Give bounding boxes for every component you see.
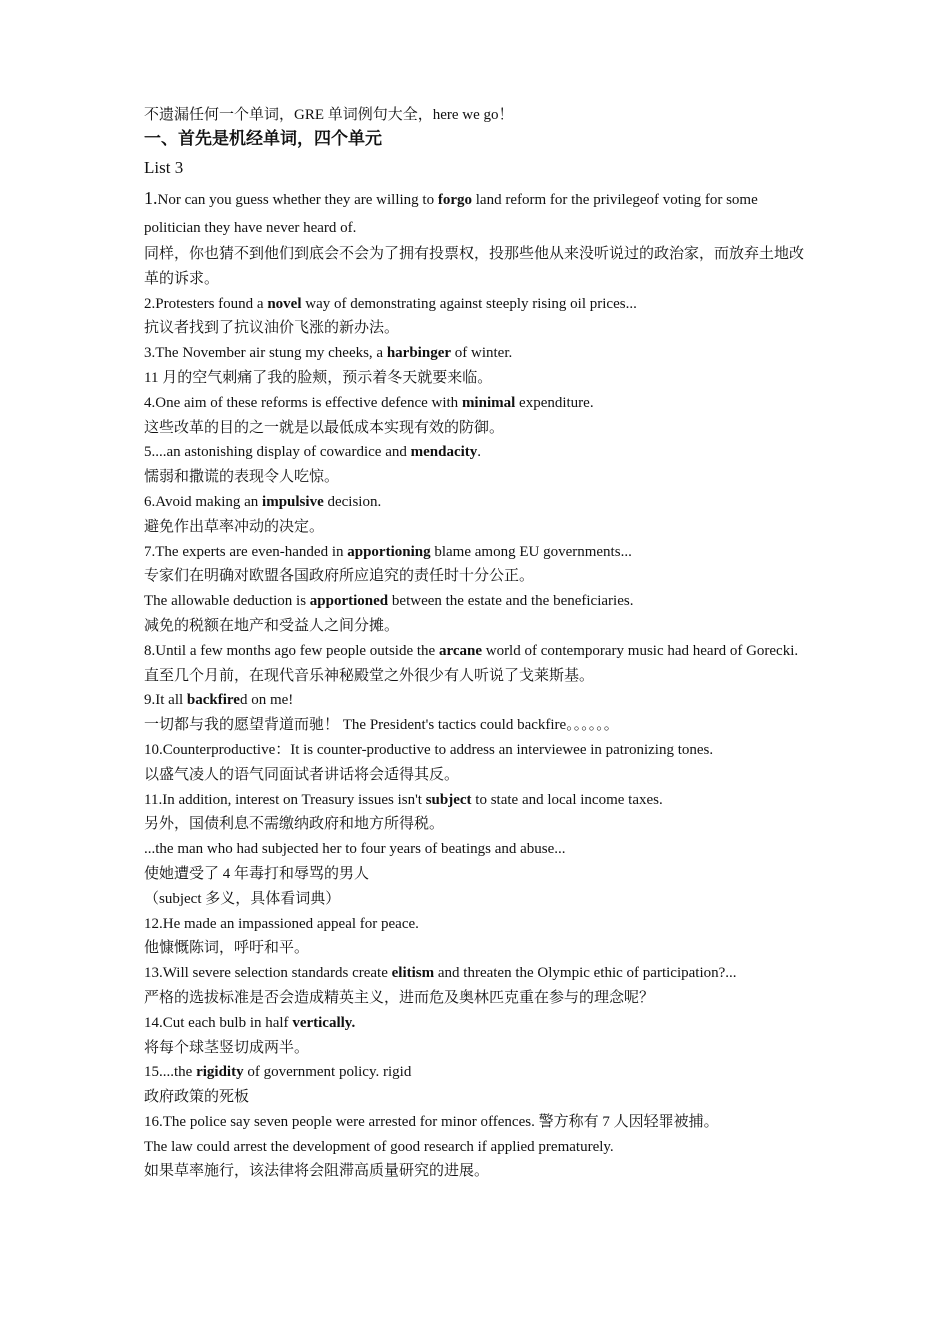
sentence-line (144, 961, 816, 986)
sentence-line (144, 1135, 816, 1160)
sentence-text: d on me! (239, 692, 294, 709)
sentence-line (144, 614, 816, 639)
sentence-line (144, 713, 816, 738)
sentence-text: 2.Protesters found a (144, 295, 268, 312)
sentence-text: 懦弱和撒谎的表现令人吃惊。 (144, 469, 340, 486)
sentence-line (144, 1036, 816, 1061)
sentence-text: 直至几个月前，在现代音乐神秘殿堂之外很少有人听说了戈莱斯基。 (144, 667, 595, 684)
sentence-text: 9.It all (144, 692, 187, 709)
sentence-text: 10.Counterproductive：It is counter-productive to address an interviewee in patronizing tones. (144, 741, 714, 758)
sentence-line (144, 887, 816, 912)
sentence-line (144, 242, 816, 292)
vocab-word: novel (267, 295, 302, 312)
sentence-text: 5....an astonishing display of cowardice and (144, 444, 411, 461)
sentence-text: 15....the (144, 1064, 197, 1081)
sentence-line (144, 564, 816, 589)
sentence-text: of government policy. rigid (243, 1064, 412, 1081)
sentence-text: . (477, 444, 482, 461)
list-title: List 3 (144, 158, 184, 177)
sentence-text: 将每个球茎竖切成两半。 (144, 1039, 310, 1056)
sentence-text: 这些改革的目的之一就是以最低成本实现有效的防御。 (144, 419, 505, 436)
sentence-line (144, 639, 816, 664)
sentence-line (144, 515, 816, 540)
sentence-line (144, 540, 816, 565)
sentence-text: ...the man who had subjected her to four years of beatings and abuse... (144, 841, 566, 858)
sentence-text: 11.In addition, interest on Treasury issues isn't (144, 791, 426, 808)
sentence-text: 12.He made an impassioned appeal for peace. (144, 915, 419, 932)
sentence-text: expenditure. (515, 394, 594, 411)
sentence-line (144, 366, 816, 391)
sentence-text: 使她遭受了 4 年毒打和辱骂的男人 (144, 865, 370, 882)
sentence-text: The allowable deduction is (144, 593, 310, 610)
sentence-line (144, 440, 816, 465)
vocab-word: arcane (438, 642, 482, 659)
sentence-text: 7.The experts are even-handed in (144, 543, 348, 560)
sentence-text: Nor can you guess whether they are willing to (157, 192, 438, 208)
sentence-line (144, 316, 816, 341)
sentence-text: 3.The November air stung my cheeks, a (144, 345, 387, 362)
sentence-text: 政府政策的死板 (144, 1089, 250, 1106)
vocab-word: elitism (391, 965, 435, 982)
vocab-word: apportioned (309, 593, 389, 610)
vocab-word: vertically. (292, 1014, 356, 1031)
vocab-word: minimal (461, 394, 516, 411)
vocab-word: subject (425, 791, 472, 808)
sentence-text: 以盛气凌人的语气同面试者讲话将会适得其反。 (144, 766, 460, 783)
sentence-text: land reform for the privilegeof voting for some politician they have never heard of. (144, 192, 758, 236)
sentence-line (144, 912, 816, 937)
sentence-line (144, 184, 816, 242)
sentence-text: and threaten the Olympic ethic of participation?... (434, 965, 737, 982)
sentence-text: 1. (144, 188, 158, 208)
sentence-text: decision. (323, 493, 382, 510)
vocab-word: harbinger (386, 345, 452, 362)
sentence-text: 他慷慨陈词，呼吁和平。 (144, 940, 310, 957)
sentence-line (144, 1110, 816, 1135)
sentence-text: 13.Will severe selection standards create (144, 965, 392, 982)
sentence-line (144, 1085, 816, 1110)
sentence-line (144, 1060, 816, 1085)
sentence-line (144, 837, 816, 862)
sentence-text: way of demonstrating against steeply rising oil prices... (301, 295, 637, 312)
sentence-text: 减免的税额在地产和受益人之间分摊。 (144, 617, 400, 634)
vocab-word: rigidity (196, 1064, 244, 1081)
vocab-word: apportioning (347, 543, 431, 560)
example-sentences (144, 184, 816, 1184)
sentence-line (144, 416, 816, 441)
sentence-text: The law could arrest the development of good research if applied prematurely. (144, 1138, 614, 1155)
vocab-word: forgo (437, 192, 472, 208)
sentence-text: blame among EU governments... (430, 543, 632, 560)
sentence-text: 8.Until a few months ago few people outside the (144, 642, 439, 659)
sentence-text: 同样，你也猜不到他们到底会不会为了拥有投票权，投那些他从来没听说过的政治家，而放弃土地改革的诉求。 (144, 246, 805, 287)
sentence-line (144, 292, 816, 317)
sentence-line (144, 862, 816, 887)
sentence-text: 11 月的空气刺痛了我的脸颊，预示着冬天就要来临。 (144, 369, 493, 386)
sentence-text: 避免作出草率冲动的决定。 (144, 518, 325, 535)
sentence-text: 4.One aim of these reforms is effective defence with (144, 394, 462, 411)
sentence-line (144, 986, 816, 1011)
sentence-text: between the estate and the beneficiaries. (388, 593, 634, 610)
sentence-line (144, 812, 816, 837)
sentence-text: 严格的选拔标准是否会造成精英主义，进而危及奥林匹克重在参与的理念呢？ (144, 989, 655, 1006)
sentence-line (144, 788, 816, 813)
sentence-line (144, 738, 816, 763)
sentence-text: （subject 多义，具体看词典） (144, 890, 341, 907)
sentence-text: of winter. (451, 345, 513, 362)
vocab-word: mendacity (410, 444, 478, 461)
sentence-text: 另外，国债利息不需缴纳政府和地方所得税。 (144, 816, 445, 833)
sentence-line (144, 1159, 816, 1184)
sentence-text: 16.The police say seven people were arrested for minor offences. 警方称有 7 人因轻罪被捕。 (144, 1113, 719, 1130)
sentence-line (144, 664, 816, 689)
sentence-line (144, 688, 816, 713)
sentence-line (144, 465, 816, 490)
sentence-line (144, 936, 816, 961)
sentence-line (144, 589, 816, 614)
vocab-word: impulsive (262, 493, 324, 510)
sentence-text: 抗议者找到了抗议油价飞涨的新办法。 (144, 320, 400, 337)
vocab-word: backfire (186, 692, 240, 709)
intro-line: 不遗漏任何一个单词，GRE 单词例句大全，here we go！ (144, 107, 514, 123)
sentence-text: 如果草率施行，该法律将会阻滞高质量研究的进展。 (144, 1163, 490, 1180)
document-content (144, 104, 816, 1184)
sentence-line (144, 341, 816, 366)
sentence-text: world of contemporary music had heard of Gorecki. (481, 642, 799, 659)
section-heading: 一、首先是机经单词，四个单元 (144, 129, 382, 148)
sentence-line (144, 1011, 816, 1036)
sentence-text: 一切都与我的愿望背道而驰！ The President's tactics could backfire。。。。。。 (144, 717, 619, 734)
sentence-line (144, 763, 816, 788)
sentence-text: 6.Avoid making an (144, 493, 263, 510)
sentence-line (144, 490, 816, 515)
sentence-text: 14.Cut each bulb in half (144, 1014, 293, 1031)
sentence-text: 专家们在明确对欧盟各国政府所应追究的责任时十分公正。 (144, 568, 535, 585)
sentence-text: to state and local income taxes. (471, 791, 663, 808)
sentence-line (144, 391, 816, 416)
